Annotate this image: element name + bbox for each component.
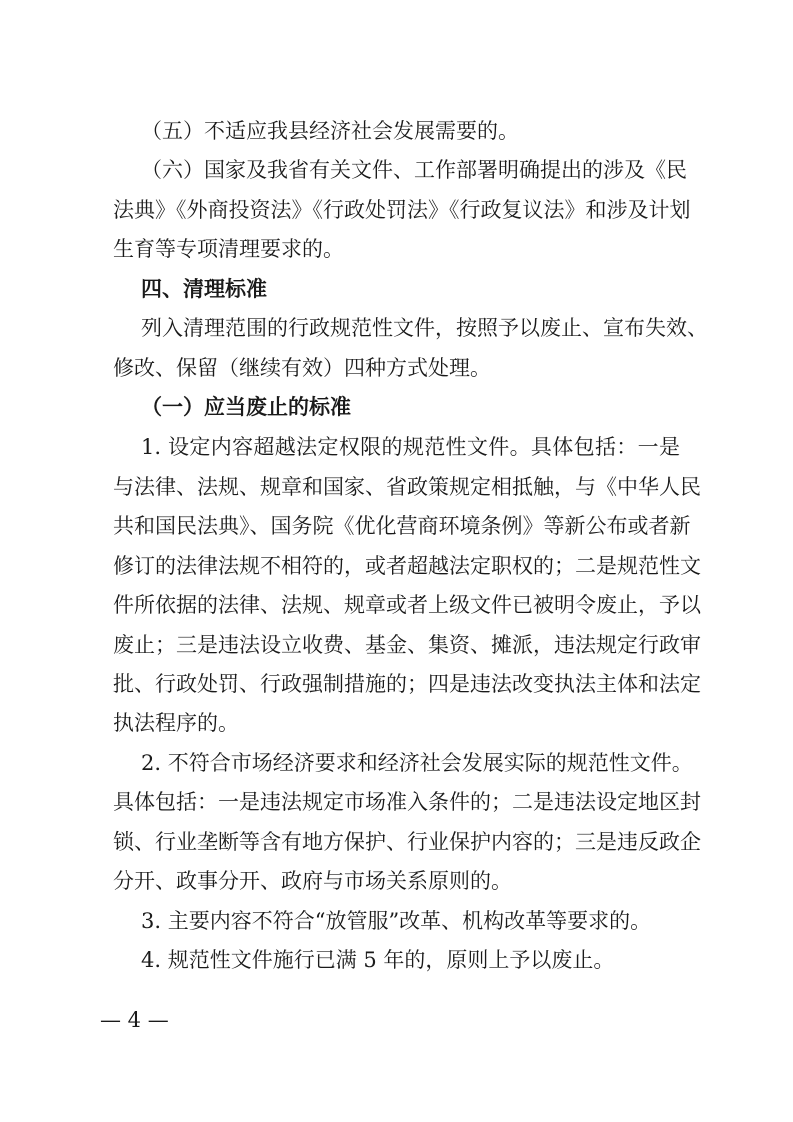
- item-2-line-1: 2. 不符合市场经济要求和经济社会发展实际的规范性文件。: [141, 750, 693, 775]
- item-2-line-4: 分开、政事分开、政府与市场关系原则的。: [113, 869, 512, 894]
- item-1-line-2: 与法律、法规、规章和国家、省政策规定相抵触，与《中华人民: [113, 474, 701, 499]
- intro-line-2: 修改、保留（继续有效）四种方式处理。: [113, 355, 491, 380]
- item-1-line-8: 执法程序的。: [113, 711, 239, 736]
- item-1-line-4: 修订的法律法规不相符的，或者超越法定职权的；二是规范性文: [113, 553, 701, 578]
- page-number: — 4 —: [100, 1008, 169, 1032]
- subheading-abolish-standard: （一）应当废止的标准: [141, 394, 351, 420]
- clause-6-line-1: （六）国家及我省有关文件、工作部署明确提出的涉及《民: [141, 158, 687, 183]
- clause-6-line-3: 生育等专项清理要求的。: [113, 237, 344, 262]
- item-4: 4. 规范性文件施行已满 5 年的，原则上予以废止。: [141, 948, 615, 972]
- item-1-line-7: 批、行政处罚、行政强制措施的；四是违法改变执法主体和法定: [113, 671, 701, 696]
- intro-line-1: 列入清理范围的行政规范性文件，按照予以废止、宣布失效、: [141, 316, 708, 341]
- item-2-line-3: 锁、行业垄断等含有地方保护、行业保护内容的；三是违反政企: [113, 829, 701, 854]
- item-2-line-2: 具体包括：一是违法规定市场准入条件的；二是违法设定地区封: [113, 790, 701, 815]
- clause-6-line-2: 法典》《外商投资法》《行政处罚法》《行政复议法》和涉及计划: [113, 197, 691, 222]
- clause-5: （五）不适应我县经济社会发展需要的。: [141, 119, 519, 143]
- item-3: 3. 主要内容不符合“放管服”改革、机构改革等要求的。: [141, 908, 652, 933]
- section-heading-cleanup-standard: 四、清理标准: [141, 275, 267, 301]
- item-1-line-1: 1. 设定内容超越法定权限的规范性文件。具体包括：一是: [141, 435, 680, 460]
- item-1-line-5: 件所依据的法律、法规、规章或者上级文件已被明令废止，予以: [113, 593, 701, 618]
- item-1-line-6: 废止；三是违法设立收费、基金、集资、摊派，违法规定行政审: [113, 632, 701, 657]
- item-1-line-3: 共和国民法典》、国务院《优化营商环境条例》等新公布或者新: [113, 514, 691, 539]
